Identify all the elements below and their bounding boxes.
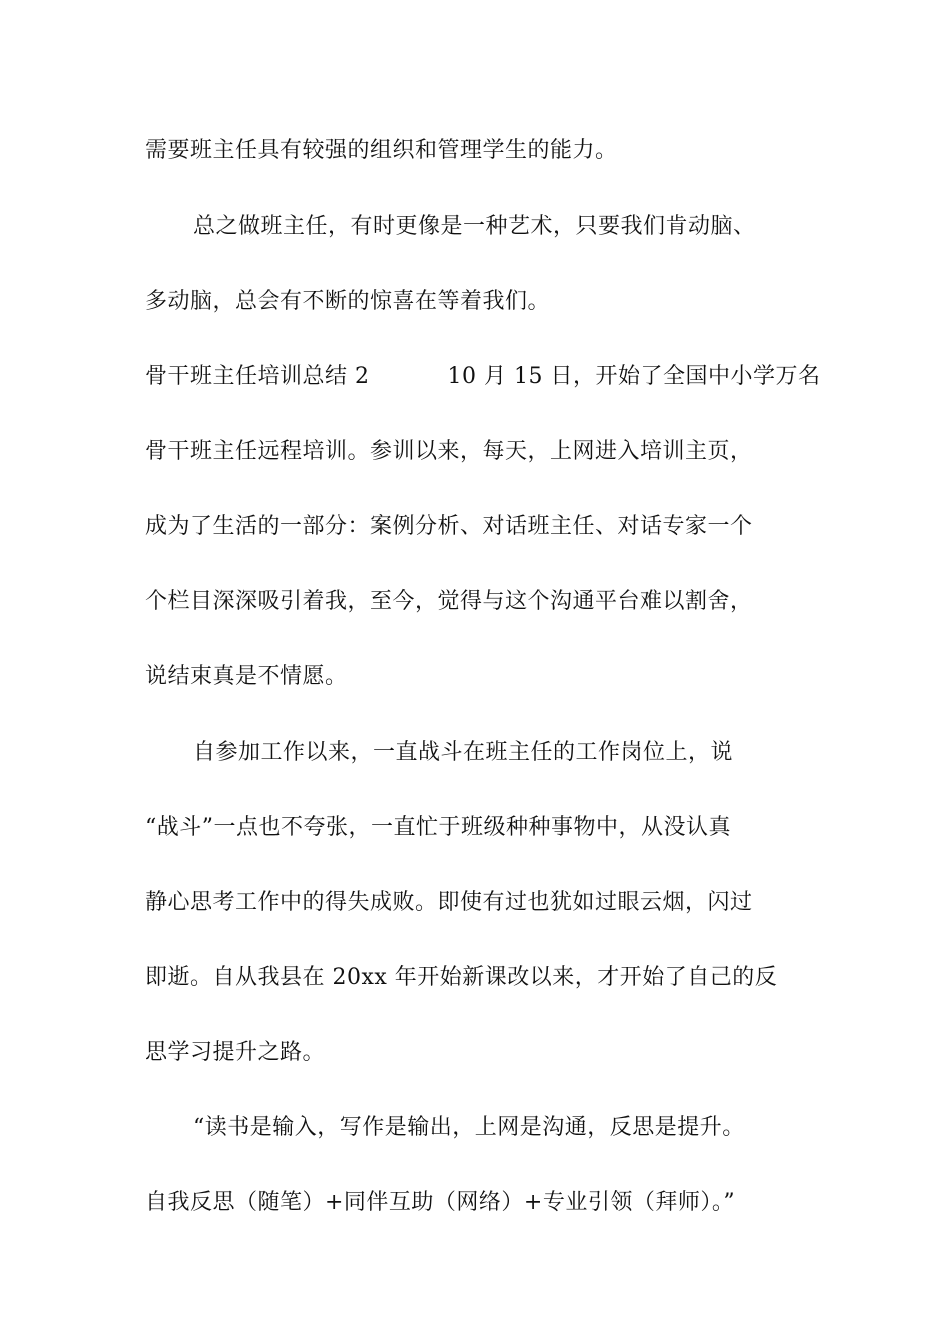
section-heading-line [145, 362, 825, 392]
text-line: 多动脑，总会有不断的惊喜在等着我们。 [145, 289, 551, 314]
text-line: 自参加工作以来，一直战斗在班主任的工作岗位上，说 [193, 740, 734, 765]
text-line: 即逝。自从我县在 20xx 年开始新课改以来，才开始了自己的反 [145, 965, 778, 990]
text-line: 静心思考工作中的得失成败。即使有过也犹如过眼云烟，闪过 [145, 890, 753, 915]
text-line: 说结束真是不情愿。 [145, 664, 348, 689]
text-line: “战斗”一点也不夸张，一直忙于班级种种事物中，从没认真 [145, 815, 731, 840]
text-line: “读书是输入，写作是输出，上网是沟通，反思是提升。 [193, 1115, 745, 1140]
text-line: 个栏目深深吸引着我，至今，觉得与这个沟通平台难以割舍， [145, 589, 753, 614]
text-line: 成为了生活的一部分：案例分析、对话班主任、对话专家一个 [145, 514, 753, 539]
text-line: 需要班主任具有较强的组织和管理学生的能力。 [145, 138, 618, 163]
text-line: 10 月 15 日，开始了全国中小学万名 [447, 364, 821, 389]
section-title: 骨干班主任培训总结 2 [145, 364, 370, 389]
text-line: 骨干班主任远程培训。参训以来，每天，上网进入培训主页， [145, 439, 753, 464]
text-line: 总之做班主任，有时更像是一种艺术，只要我们肯动脑、 [193, 214, 756, 239]
text-line: 自我反思（随笔）+同伴互助（网络）+专业引领（拜师）。” [145, 1190, 736, 1215]
text-line: 思学习提升之路。 [145, 1040, 326, 1065]
